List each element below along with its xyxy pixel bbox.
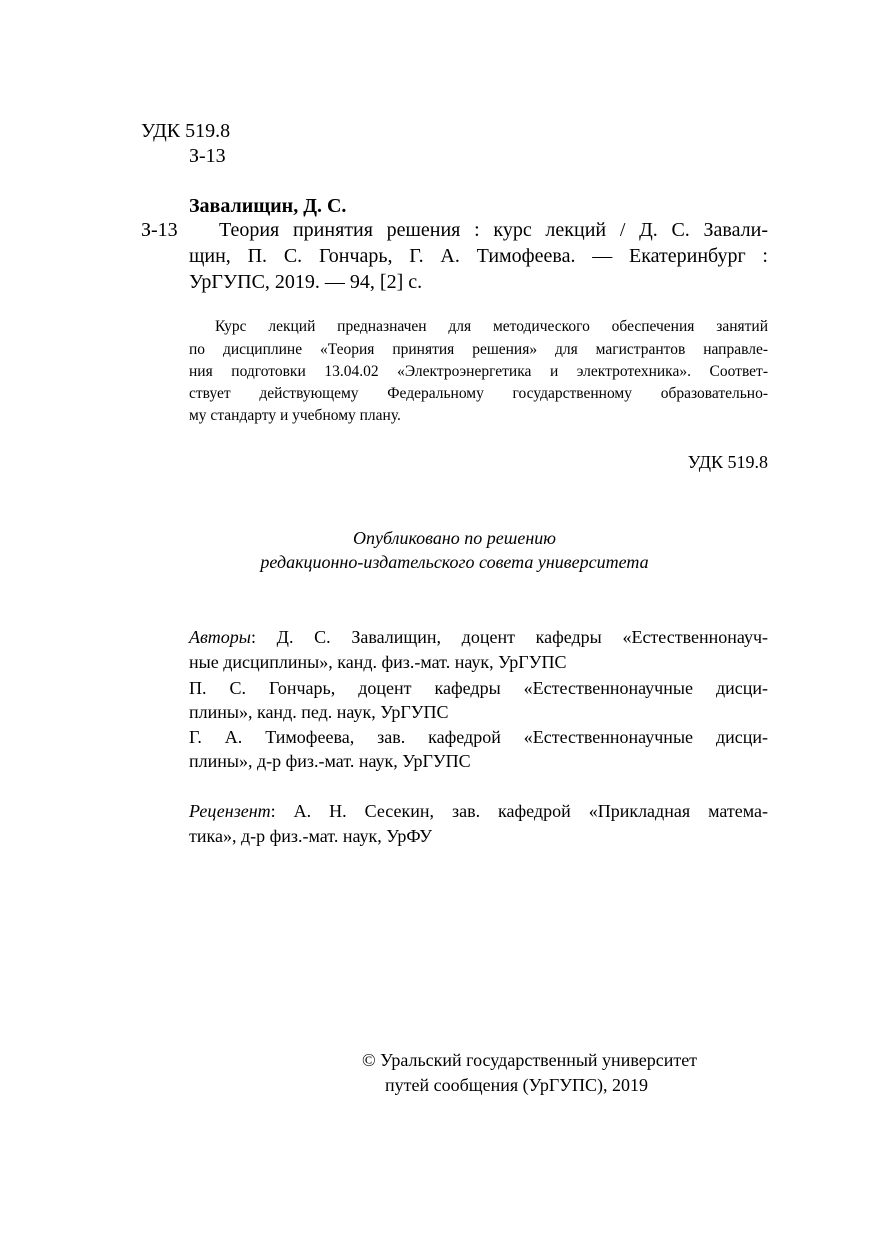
copyright-line1: © Уральский государственный университет — [362, 1050, 698, 1070]
annotation-line: ния подготовки 13.04.02 «Электроэнергетика и электротехника». Соответ- — [189, 363, 768, 380]
authors-line: плины», д-р физ.-мат. наук, УрГУПС — [189, 751, 471, 771]
annotation-line: Курс лекций предназначен для методического обеспечения занятий — [215, 318, 768, 335]
published-note-line1: Опубликовано по решению — [353, 528, 556, 548]
annotation-line: по дисциплине «Теория принятия решения» для магистрантов направле- — [189, 341, 768, 358]
authors-line1 — [189, 628, 768, 646]
annotation-line: ствует действующему Федеральному государственному образовательно- — [189, 385, 768, 402]
reviewer-label: Рецензент — [189, 801, 271, 821]
annotation-line: му стандарту и учебному плану. — [189, 407, 401, 424]
reviewer-line1-text: : А. Н. Сесекин, зав. кафедрой «Прикладная матема- — [270, 801, 768, 821]
reviewer-line1 — [189, 802, 768, 820]
authors-label: Авторы — [189, 627, 251, 647]
author-heading: Завалищин, Д. С. — [189, 195, 347, 217]
authors-line: Г. А. Тимофеева, зав. кафедрой «Естественнонаучные дисци- — [189, 727, 768, 747]
authors-line: П. С. Гончарь, доцент кафедры «Естественнонаучные дисци- — [189, 678, 768, 698]
authors-line: ные дисциплины», канд. физ.-мат. наук, УрГУПС — [189, 652, 567, 672]
authors-line: плины», канд. пед. наук, УрГУПС — [189, 702, 449, 722]
udc-code-right: УДК 519.8 — [687, 452, 768, 472]
published-note-line2: редакционно-издательского совета университета — [260, 552, 649, 572]
author-mark: З-13 — [189, 145, 226, 167]
copyright-line2: путей сообщения (УрГУПС), 2019 — [385, 1075, 648, 1095]
catalog-line: Теория принятия решения : курс лекций / Д. С. Завали- — [219, 219, 768, 241]
reviewer-line2: тика», д-р физ.-мат. наук, УрФУ — [189, 826, 433, 846]
catalog-mark: З-13 — [141, 219, 178, 241]
udc-code: УДК 519.8 — [141, 120, 231, 142]
catalog-line: УрГУПС, 2019. — 94, [2] с. — [189, 271, 423, 293]
authors-line1-text: : Д. С. Завалищин, доцент кафедры «Естественнонауч- — [251, 627, 768, 647]
catalog-line: щин, П. С. Гончарь, Г. А. Тимофеева. — Екатеринбург : — [189, 245, 768, 267]
